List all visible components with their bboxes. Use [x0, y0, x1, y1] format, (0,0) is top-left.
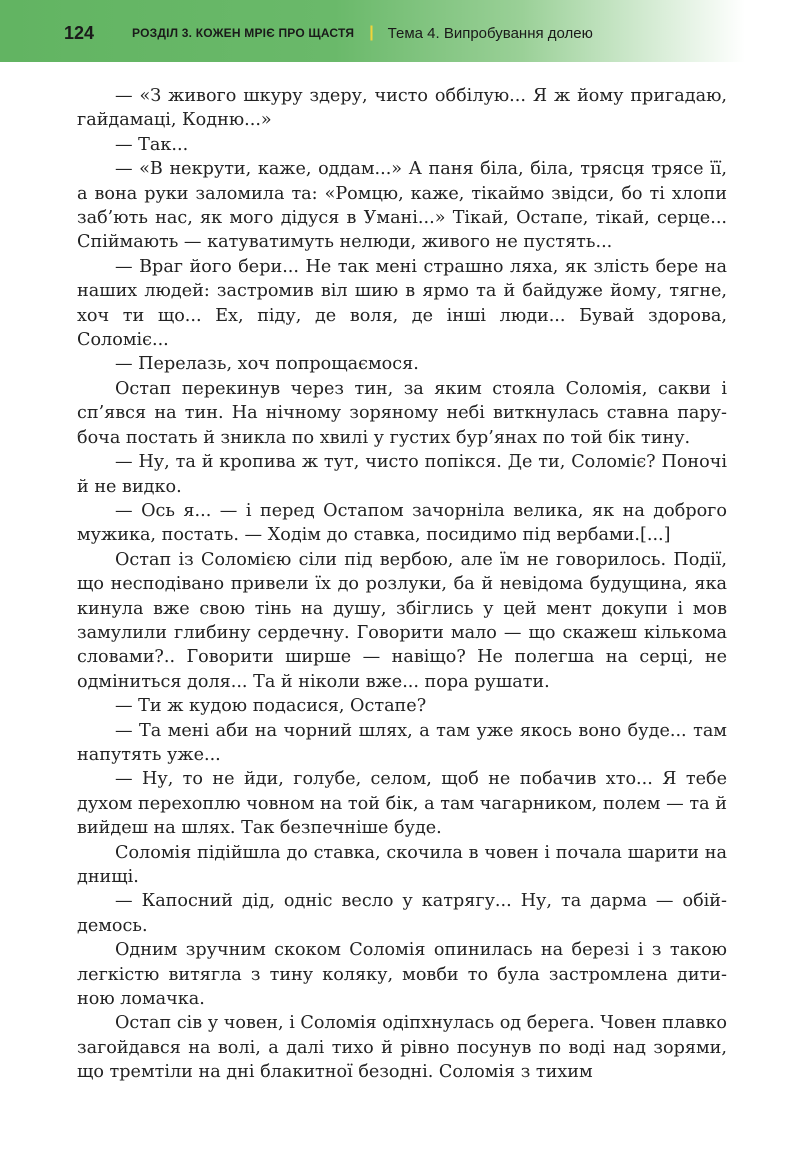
paragraph: Остап перекинув через тин, за яким стояла Соломія, сакви і сп’явся на тин. На нічному зоряному небі виткнулась ставна парубоча постать й зникла по хвилі у густих бур’янах по той бік тину.	[77, 378, 727, 448]
topic-title: Тема 4. Випробування долею	[387, 24, 593, 42]
paragraph: — Ну, та й кропива ж тут, чисто попікся. Де ти, Соломіє? Поночі й не видко.	[77, 452, 727, 497]
section-title: РОЗДІЛ 3. КОЖЕН МРІЄ ПРО ЩАСТЯ	[132, 26, 355, 40]
page-number: 124	[64, 22, 95, 43]
page-text	[77, 84, 727, 1085]
paragraph: — Так...	[115, 134, 189, 155]
header-separator: |	[369, 24, 374, 41]
page-header	[0, 0, 745, 62]
paragraph: Остап сів у човен, і Соломія одіпхнулась од берега. Човен плавко загойдався на волі, а далі тихо й рівно посунув по воді над зорями, що тремтіли на дні блакитної безодні. Соломія з тихим	[77, 1013, 728, 1083]
paragraph: Соломія підійшла до ставка, скочила в човен і почала шарити на днищі.	[77, 842, 727, 887]
paragraph: — Та мені аби на чорний шлях, а там уже якось воно буде... там напутять уже...	[77, 720, 727, 765]
paragraph: — «З живого шкуру здеру, чисто оббілую... Я ж йому пригадаю, гайдамаці, Кодню...»	[77, 86, 727, 131]
paragraph: Одним зручним скоком Соломія опинилась на березі і з такою легкістю витягла з тину коляку, мовби то була застромлена дитиною ломачка.	[77, 940, 727, 1010]
paragraph: — Ось я... — і перед Остапом зачорніла велика, як на доброго мужика, постать. — Ходім до ставка, посидимо під вербами.[...]	[77, 500, 727, 546]
paragraph: — Ти ж кудою подасися, Остапе?	[115, 696, 427, 717]
paragraph: — Ну, то не йди, голубе, селом, щоб не побачив хто... Я тебе духом перехоплю човном на той бік, а там чагарником, полем — та й вийдеш на шлях. Так безпечніше буде.	[77, 769, 727, 839]
paragraph: Остап із Соломією сіли під вербою, але їм не говорилось. Події, що несподівано привели їх до розлуки, ба й невідома будущина, яка кинула вже свою тінь на душу, збіглись у цей мент докупи і мов замулили глибину сердечну. Говорити мало — що скажеш кількома словами?.. Говорити ширше — навіщо? Не полегша на серці, не одміниться доля... Та й ніколи вже... пора рушати.	[77, 549, 727, 692]
paragraph: — «В некрути, каже, оддам...» А паня біла, біла, трясця трясе її, а вона руки заломила та: «Ромцю, каже, тікаймо звідси, бо ті хлопи заб’ють нас, як мого дідуся в Умані...» Тікай, Остапе, тікай, серце... Спіймають — катуватимуть нелюди, живого не пустять...	[77, 159, 727, 253]
paragraph: — Перелазь, хоч попрощаємося.	[115, 354, 419, 375]
paragraph: — Капосний дід, одніс весло у катрягу... Ну, та дарма — обійдемось.	[77, 891, 727, 936]
paragraph: — Враг його бери... Не так мені страшно ляха, як злість бере на наших людей: застромив віл шию в ярмо та й байдуже йому, тягне, хоч ти що... Ех, піду, де воля, де інші люди... Бувай здорова, Соломіє...	[77, 256, 727, 351]
